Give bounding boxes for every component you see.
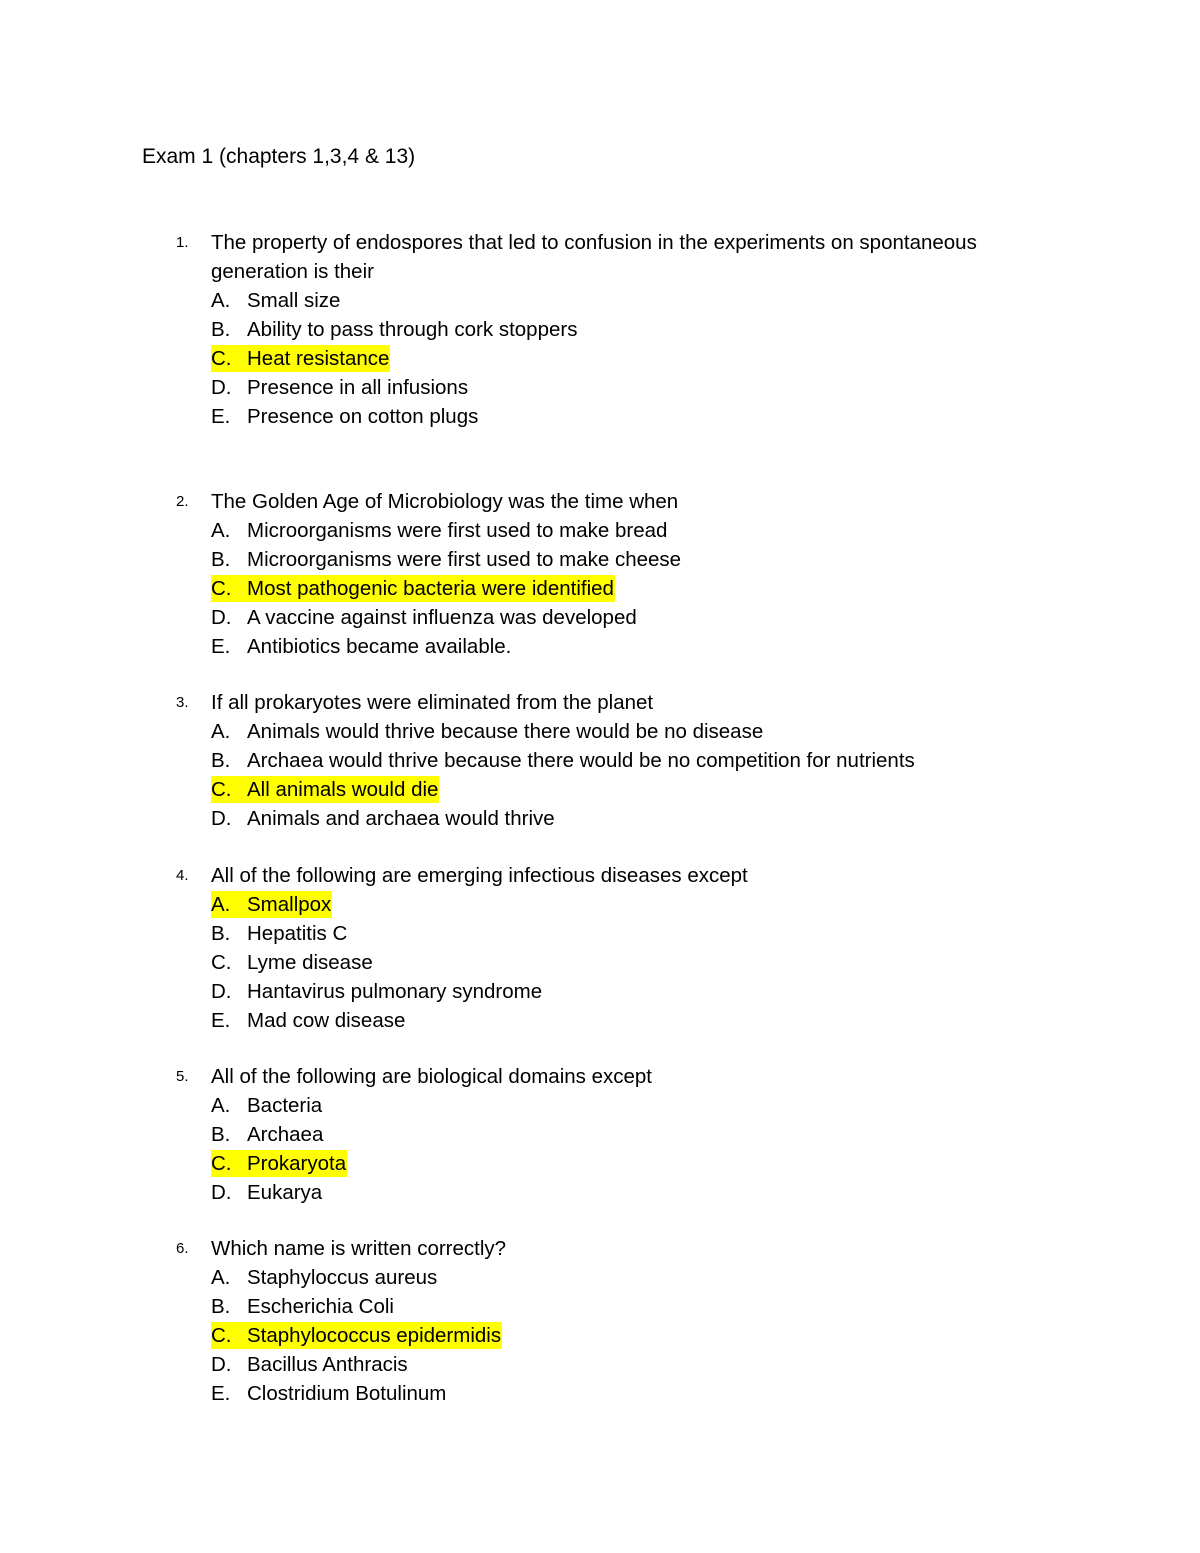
answer-option [0,545,1200,574]
option-text: A vaccine against influenza was developed [247,606,637,629]
question-3 [0,688,1200,833]
answer-option [0,1120,1200,1149]
answer-option [0,632,1200,661]
answer-option [0,919,1200,948]
option-text: Prokaryota [247,1152,347,1175]
answer-option [0,717,1200,746]
option-text: Archaea [247,1123,324,1146]
question-text: Which name is written correctly? [211,1237,507,1260]
option-letter: C. [211,1324,232,1347]
option-text: Escherichia Coli [247,1295,394,1318]
question-number: 2. [176,493,189,510]
question-number: 4. [176,867,189,884]
answer-option [0,948,1200,977]
answer-option [0,1321,1200,1350]
option-letter: D. [211,1181,232,1204]
answer-option [0,1292,1200,1321]
option-letter: D. [211,606,232,629]
option-letter: A. [211,1266,231,1289]
option-text: Lyme disease [247,951,373,974]
option-letter: A. [211,893,231,916]
option-text: Animals and archaea would thrive [247,807,555,830]
answer-option [0,402,1200,431]
option-letter: E. [211,405,231,428]
option-text: Eukarya [247,1181,323,1204]
answer-option [0,804,1200,833]
question-5 [0,1062,1200,1207]
option-text: Smallpox [247,893,332,916]
question-4 [0,861,1200,1035]
answer-option [0,977,1200,1006]
option-letter: B. [211,1295,231,1318]
option-letter: A. [211,720,231,743]
option-text: Staphyloccus aureus [247,1266,438,1289]
option-text: Ability to pass through cork stoppers [247,318,578,341]
answer-option [0,315,1200,344]
answer-option [0,1006,1200,1035]
option-text: Most pathogenic bacteria were identified [247,577,614,600]
option-letter: D. [211,807,232,830]
option-text: Animals would thrive because there would be no disease [247,720,764,743]
question-text: All of the following are emerging infectious diseases except [211,864,748,887]
option-text: Microorganisms were first used to make bread [247,519,668,542]
option-letter: B. [211,548,231,571]
question-number: 3. [176,694,189,711]
option-letter: D. [211,376,232,399]
answer-option [0,603,1200,632]
option-text: Small size [247,289,341,312]
option-text: Mad cow disease [247,1009,406,1032]
option-text: Presence on cotton plugs [247,405,479,428]
option-text: Presence in all infusions [247,376,469,399]
option-letter: C. [211,577,232,600]
answer-option [0,1350,1200,1379]
option-letter: D. [211,980,232,1003]
option-letter: E. [211,635,231,658]
option-text: Staphylococcus epidermidis [247,1324,502,1347]
option-text: Antibiotics became available. [247,635,512,658]
question-text: All of the following are biological domains except [211,1065,653,1088]
option-letter: A. [211,289,231,312]
question-number: 6. [176,1240,189,1257]
answer-option [0,1149,1200,1178]
question-number: 5. [176,1068,189,1085]
option-text: Heat resistance [247,347,390,370]
question-2 [0,487,1200,661]
option-text: Bacillus Anthracis [247,1353,408,1376]
answer-option [0,746,1200,775]
option-letter: C. [211,347,232,370]
option-letter: C. [211,1152,232,1175]
question-6 [0,1234,1200,1408]
option-text: All animals would die [247,778,439,801]
page-title: Exam 1 (chapters 1,3,4 & 13) [142,145,416,168]
question-text: If all prokaryotes were eliminated from the planet [211,691,654,714]
question-text-continued: generation is their [211,260,374,283]
option-text: Hepatitis C [247,922,348,945]
option-text: Clostridium Botulinum [247,1382,447,1405]
answer-option [0,516,1200,545]
option-letter: B. [211,318,231,341]
option-letter: D. [211,1353,232,1376]
option-letter: B. [211,749,231,772]
answer-option [0,1178,1200,1207]
question-1 [0,228,1200,431]
option-letter: E. [211,1382,231,1405]
answer-option [0,1379,1200,1408]
question-text: The Golden Age of Microbiology was the time when [211,490,679,513]
answer-option [0,1263,1200,1292]
option-letter: B. [211,922,231,945]
option-text: Archaea would thrive because there would be no competition for nutrients [247,749,915,772]
answer-option [0,286,1200,315]
answer-option [0,344,1200,373]
option-letter: E. [211,1009,231,1032]
option-letter: A. [211,519,231,542]
answer-option [0,890,1200,919]
answer-option [0,574,1200,603]
answer-option [0,373,1200,402]
question-number: 1. [176,234,189,251]
answer-option [0,1091,1200,1120]
option-letter: A. [211,1094,231,1117]
option-letter: B. [211,1123,231,1146]
option-letter: C. [211,951,232,974]
option-text: Hantavirus pulmonary syndrome [247,980,543,1003]
option-text: Bacteria [247,1094,323,1117]
option-text: Microorganisms were first used to make cheese [247,548,682,571]
answer-option [0,775,1200,804]
question-text: The property of endospores that led to confusion in the experiments on spontaneous [211,231,977,254]
option-letter: C. [211,778,232,801]
